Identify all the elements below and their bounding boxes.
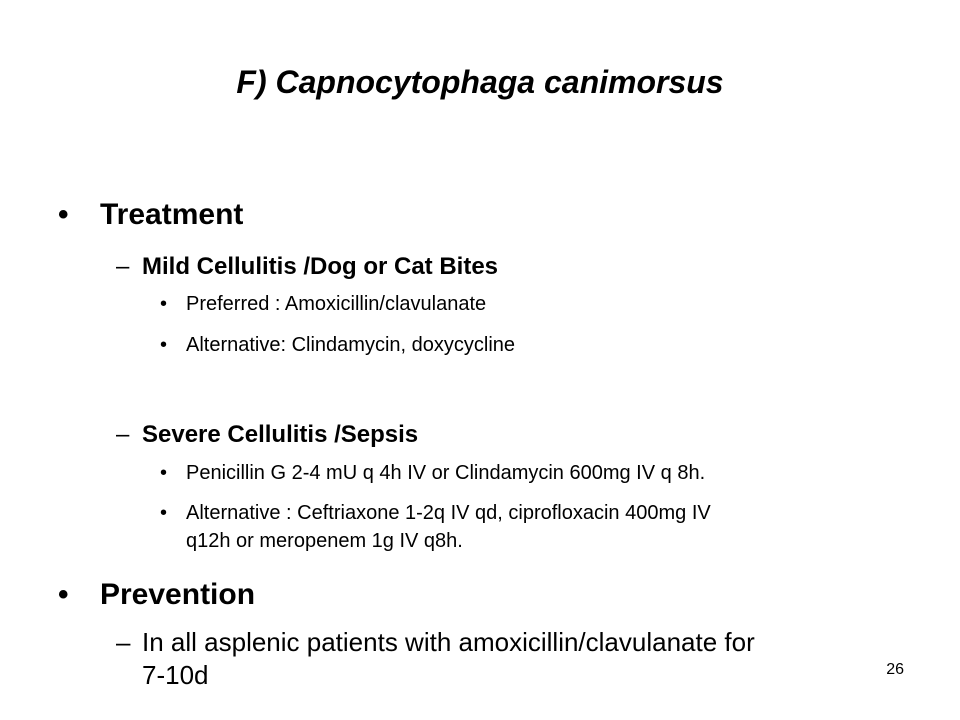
list-item-penicillin: Penicillin G 2-4 mU q 4h IV or Clindamycin 600mg IV q 8h. [186, 462, 706, 484]
dash-marker: – [116, 253, 130, 280]
bullet-marker: • [160, 502, 168, 524]
bullet-marker: • [160, 293, 168, 315]
list-item-alternative: Alternative: Clindamycin, doxycycline [186, 334, 516, 356]
dash-marker: – [116, 627, 131, 657]
bullet-marker: • [58, 198, 69, 231]
list-item-alternative-line-2: q12h or meropenem 1g IV q8h. [186, 530, 463, 552]
subsection-heading-mild-cellulitis: Mild Cellulitis /Dog or Cat Bites [142, 253, 499, 280]
bullet-marker: • [58, 578, 69, 611]
page-number: 26 [886, 661, 904, 678]
list-item-alternative-line-1: Alternative : Ceftriaxone 1-2q IV qd, ciprofloxacin 400mg IV [186, 502, 711, 524]
bullet-marker: • [160, 334, 168, 356]
prevention-text-line-1: In all asplenic patients with amoxicillin/clavulanate for [142, 627, 755, 657]
section-heading-prevention: Prevention [100, 578, 256, 611]
list-item-preferred: Preferred : Amoxicillin/clavulanate [186, 293, 487, 315]
prevention-text-line-2: 7-10d [142, 660, 209, 690]
bullet-marker: • [160, 462, 168, 484]
subsection-heading-severe-cellulitis: Severe Cellulitis /Sepsis [142, 421, 419, 448]
section-heading-treatment: Treatment [100, 198, 244, 231]
slide-title: F) Capnocytophaga canimorsus [236, 64, 724, 100]
dash-marker: – [116, 421, 130, 448]
